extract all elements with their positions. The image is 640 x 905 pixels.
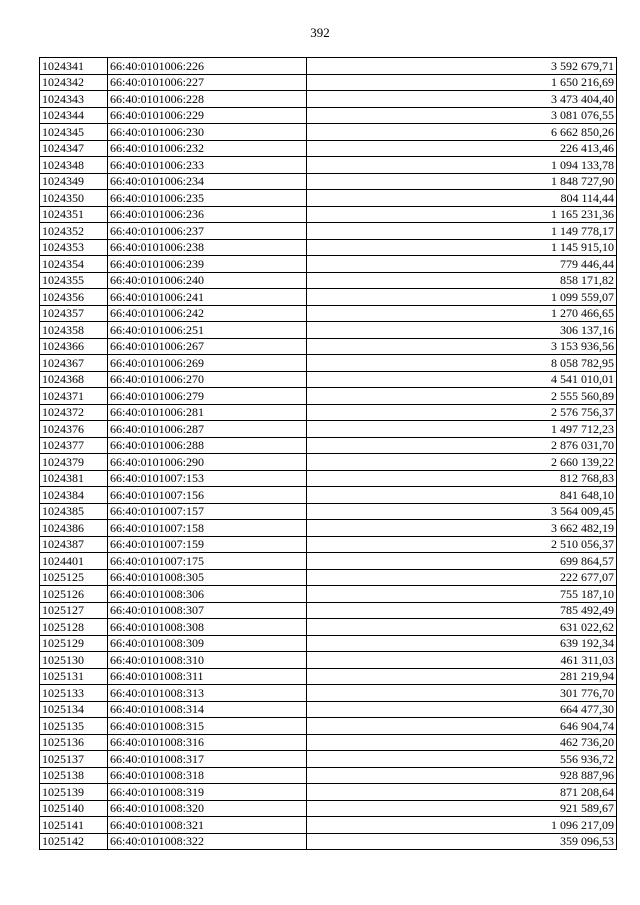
- cadastral-value: 4 541 010,01: [307, 371, 617, 388]
- row-number: 1024352: [40, 223, 108, 240]
- cadastral-number: 66:40:0101006:237: [108, 223, 307, 240]
- cadastral-number: 66:40:0101006:226: [108, 58, 307, 75]
- row-number: 1024372: [40, 404, 108, 421]
- row-number: 1025129: [40, 635, 108, 652]
- cadastral-value-table: [39, 57, 617, 850]
- table-row: [40, 338, 617, 355]
- cadastral-value: 222 677,07: [307, 569, 617, 586]
- table-row: [40, 140, 617, 157]
- cadastral-value: 462 736,20: [307, 734, 617, 751]
- table-body: [40, 58, 617, 850]
- row-number: 1025126: [40, 586, 108, 603]
- row-number: 1025139: [40, 784, 108, 801]
- table-row: [40, 107, 617, 124]
- cadastral-number: 66:40:0101006:234: [108, 173, 307, 190]
- row-number: 1025140: [40, 800, 108, 817]
- cadastral-value: 755 187,10: [307, 586, 617, 603]
- cadastral-value: 301 776,70: [307, 685, 617, 702]
- cadastral-value: 858 171,82: [307, 272, 617, 289]
- table-row: [40, 569, 617, 586]
- cadastral-number: 66:40:0101006:227: [108, 74, 307, 91]
- table-row: [40, 437, 617, 454]
- cadastral-value: 779 446,44: [307, 256, 617, 273]
- cadastral-value: 6 662 850,26: [307, 124, 617, 141]
- cadastral-number: 66:40:0101006:290: [108, 454, 307, 471]
- row-number: 1024377: [40, 437, 108, 454]
- cadastral-value: 646 904,74: [307, 718, 617, 735]
- cadastral-number: 66:40:0101006:242: [108, 305, 307, 322]
- row-number: 1024371: [40, 388, 108, 405]
- table-row: [40, 817, 617, 834]
- row-number: 1024347: [40, 140, 108, 157]
- table-row: [40, 833, 617, 850]
- cadastral-number: 66:40:0101008:322: [108, 833, 307, 850]
- table-row: [40, 619, 617, 636]
- cadastral-number: 66:40:0101006:235: [108, 190, 307, 207]
- row-number: 1025130: [40, 652, 108, 669]
- table-row: [40, 718, 617, 735]
- cadastral-number: 66:40:0101007:158: [108, 520, 307, 537]
- table-row: [40, 487, 617, 504]
- cadastral-value: 1 149 778,17: [307, 223, 617, 240]
- row-number: 1025138: [40, 767, 108, 784]
- cadastral-number: 66:40:0101008:316: [108, 734, 307, 751]
- row-number: 1024345: [40, 124, 108, 141]
- row-number: 1025128: [40, 619, 108, 636]
- table-row: [40, 685, 617, 702]
- cadastral-value: 1 165 231,36: [307, 206, 617, 223]
- cadastral-number: 66:40:0101008:310: [108, 652, 307, 669]
- cadastral-number: 66:40:0101008:315: [108, 718, 307, 735]
- cadastral-value: 3 153 936,56: [307, 338, 617, 355]
- cadastral-value: 3 662 482,19: [307, 520, 617, 537]
- cadastral-number: 66:40:0101008:309: [108, 635, 307, 652]
- cadastral-value: 1 094 133,78: [307, 157, 617, 174]
- row-number: 1024358: [40, 322, 108, 339]
- table-row: [40, 239, 617, 256]
- row-number: 1025136: [40, 734, 108, 751]
- cadastral-value: 2 510 056,37: [307, 536, 617, 553]
- row-number: 1025134: [40, 701, 108, 718]
- page-number: 392: [310, 25, 330, 40]
- cadastral-value: 871 208,64: [307, 784, 617, 801]
- cadastral-value: 785 492,49: [307, 602, 617, 619]
- table-row: [40, 157, 617, 174]
- cadastral-value: 2 576 756,37: [307, 404, 617, 421]
- cadastral-number: 66:40:0101007:156: [108, 487, 307, 504]
- table-row: [40, 553, 617, 570]
- row-number: 1024384: [40, 487, 108, 504]
- cadastral-number: 66:40:0101008:307: [108, 602, 307, 619]
- table-row: [40, 454, 617, 471]
- table-row: [40, 751, 617, 768]
- cadastral-value: 1 145 915,10: [307, 239, 617, 256]
- table-row: [40, 586, 617, 603]
- row-number: 1024343: [40, 91, 108, 108]
- table-row: [40, 404, 617, 421]
- cadastral-value: 841 648,10: [307, 487, 617, 504]
- table-row: [40, 470, 617, 487]
- table-row: [40, 206, 617, 223]
- row-number: 1025137: [40, 751, 108, 768]
- cadastral-number: 66:40:0101007:159: [108, 536, 307, 553]
- row-number: 1024356: [40, 289, 108, 306]
- cadastral-number: 66:40:0101008:311: [108, 668, 307, 685]
- table-row: [40, 388, 617, 405]
- row-number: 1024385: [40, 503, 108, 520]
- cadastral-value: 8 058 782,95: [307, 355, 617, 372]
- cadastral-number: 66:40:0101006:267: [108, 338, 307, 355]
- cadastral-number: 66:40:0101006:239: [108, 256, 307, 273]
- cadastral-number: 66:40:0101007:175: [108, 553, 307, 570]
- cadastral-number: 66:40:0101006:270: [108, 371, 307, 388]
- table-row: [40, 190, 617, 207]
- table-row: [40, 503, 617, 520]
- table-row: [40, 602, 617, 619]
- cadastral-value: 1 270 466,65: [307, 305, 617, 322]
- row-number: 1024379: [40, 454, 108, 471]
- cadastral-value: 631 022,62: [307, 619, 617, 636]
- table-row: [40, 800, 617, 817]
- table-row: [40, 734, 617, 751]
- row-number: 1025142: [40, 833, 108, 850]
- cadastral-value: 3 564 009,45: [307, 503, 617, 520]
- row-number: 1025127: [40, 602, 108, 619]
- row-number: 1024367: [40, 355, 108, 372]
- row-number: 1024357: [40, 305, 108, 322]
- row-number: 1025141: [40, 817, 108, 834]
- cadastral-number: 66:40:0101006:251: [108, 322, 307, 339]
- cadastral-number: 66:40:0101008:306: [108, 586, 307, 603]
- row-number: 1024351: [40, 206, 108, 223]
- cadastral-value: 306 137,16: [307, 322, 617, 339]
- table-row: [40, 256, 617, 273]
- cadastral-value: 804 114,44: [307, 190, 617, 207]
- row-number: 1024355: [40, 272, 108, 289]
- cadastral-number: 66:40:0101008:305: [108, 569, 307, 586]
- cadastral-value: 2 660 139,22: [307, 454, 617, 471]
- cadastral-value: 1 497 712,23: [307, 421, 617, 438]
- cadastral-value: 226 413,46: [307, 140, 617, 157]
- row-number: 1025133: [40, 685, 108, 702]
- cadastral-value: 2 876 031,70: [307, 437, 617, 454]
- cadastral-number: 66:40:0101008:313: [108, 685, 307, 702]
- row-number: 1024353: [40, 239, 108, 256]
- cadastral-value: 921 589,67: [307, 800, 617, 817]
- cadastral-value: 699 864,57: [307, 553, 617, 570]
- cadastral-number: 66:40:0101007:153: [108, 470, 307, 487]
- cadastral-value: 664 477,30: [307, 701, 617, 718]
- row-number: 1024381: [40, 470, 108, 487]
- cadastral-number: 66:40:0101006:279: [108, 388, 307, 405]
- row-number: 1024349: [40, 173, 108, 190]
- cadastral-number: 66:40:0101006:233: [108, 157, 307, 174]
- cadastral-value: 639 192,34: [307, 635, 617, 652]
- cadastral-number: 66:40:0101008:308: [108, 619, 307, 636]
- cadastral-value: 3 473 404,40: [307, 91, 617, 108]
- cadastral-number: 66:40:0101008:317: [108, 751, 307, 768]
- table-row: [40, 767, 617, 784]
- table-row: [40, 421, 617, 438]
- row-number: 1024366: [40, 338, 108, 355]
- cadastral-value: 3 081 076,55: [307, 107, 617, 124]
- row-number: 1024354: [40, 256, 108, 273]
- table-row: [40, 289, 617, 306]
- cadastral-value: 2 555 560,89: [307, 388, 617, 405]
- cadastral-value: 281 219,94: [307, 668, 617, 685]
- table-row: [40, 536, 617, 553]
- cadastral-number: 66:40:0101008:321: [108, 817, 307, 834]
- table-row: [40, 355, 617, 372]
- row-number: 1024341: [40, 58, 108, 75]
- table-row: [40, 223, 617, 240]
- cadastral-number: 66:40:0101006:288: [108, 437, 307, 454]
- table-row: [40, 124, 617, 141]
- table-row: [40, 305, 617, 322]
- table-row: [40, 58, 617, 75]
- row-number: 1024350: [40, 190, 108, 207]
- cadastral-number: 66:40:0101006:281: [108, 404, 307, 421]
- table-row: [40, 520, 617, 537]
- cadastral-value: 1 650 216,69: [307, 74, 617, 91]
- table-row: [40, 652, 617, 669]
- cadastral-number: 66:40:0101008:320: [108, 800, 307, 817]
- table-row: [40, 784, 617, 801]
- row-number: 1024344: [40, 107, 108, 124]
- cadastral-value: 3 592 679,71: [307, 58, 617, 75]
- table-row: [40, 635, 617, 652]
- row-number: 1024368: [40, 371, 108, 388]
- cadastral-value: 556 936,72: [307, 751, 617, 768]
- row-number: 1024342: [40, 74, 108, 91]
- row-number: 1024348: [40, 157, 108, 174]
- cadastral-number: 66:40:0101008:319: [108, 784, 307, 801]
- table-row: [40, 371, 617, 388]
- cadastral-value: 1 848 727,90: [307, 173, 617, 190]
- table-row: [40, 272, 617, 289]
- cadastral-number: 66:40:0101008:318: [108, 767, 307, 784]
- cadastral-value: 359 096,53: [307, 833, 617, 850]
- row-number: 1024401: [40, 553, 108, 570]
- table-row: [40, 173, 617, 190]
- table-row: [40, 322, 617, 339]
- row-number: 1025125: [40, 569, 108, 586]
- table-row: [40, 668, 617, 685]
- row-number: 1025131: [40, 668, 108, 685]
- cadastral-number: 66:40:0101007:157: [108, 503, 307, 520]
- cadastral-number: 66:40:0101006:238: [108, 239, 307, 256]
- cadastral-number: 66:40:0101006:240: [108, 272, 307, 289]
- cadastral-number: 66:40:0101008:314: [108, 701, 307, 718]
- cadastral-number: 66:40:0101006:229: [108, 107, 307, 124]
- cadastral-number: 66:40:0101006:230: [108, 124, 307, 141]
- cadastral-value: 1 099 559,07: [307, 289, 617, 306]
- table-row: [40, 701, 617, 718]
- cadastral-number: 66:40:0101006:236: [108, 206, 307, 223]
- cadastral-number: 66:40:0101006:269: [108, 355, 307, 372]
- row-number: 1024386: [40, 520, 108, 537]
- cadastral-number: 66:40:0101006:241: [108, 289, 307, 306]
- row-number: 1024376: [40, 421, 108, 438]
- row-number: 1024387: [40, 536, 108, 553]
- table-row: [40, 74, 617, 91]
- cadastral-number: 66:40:0101006:287: [108, 421, 307, 438]
- cadastral-number: 66:40:0101006:232: [108, 140, 307, 157]
- cadastral-value: 461 311,03: [307, 652, 617, 669]
- cadastral-value: 1 096 217,09: [307, 817, 617, 834]
- cadastral-value: 928 887,96: [307, 767, 617, 784]
- cadastral-value: 812 768,83: [307, 470, 617, 487]
- cadastral-number: 66:40:0101006:228: [108, 91, 307, 108]
- table-row: [40, 91, 617, 108]
- row-number: 1025135: [40, 718, 108, 735]
